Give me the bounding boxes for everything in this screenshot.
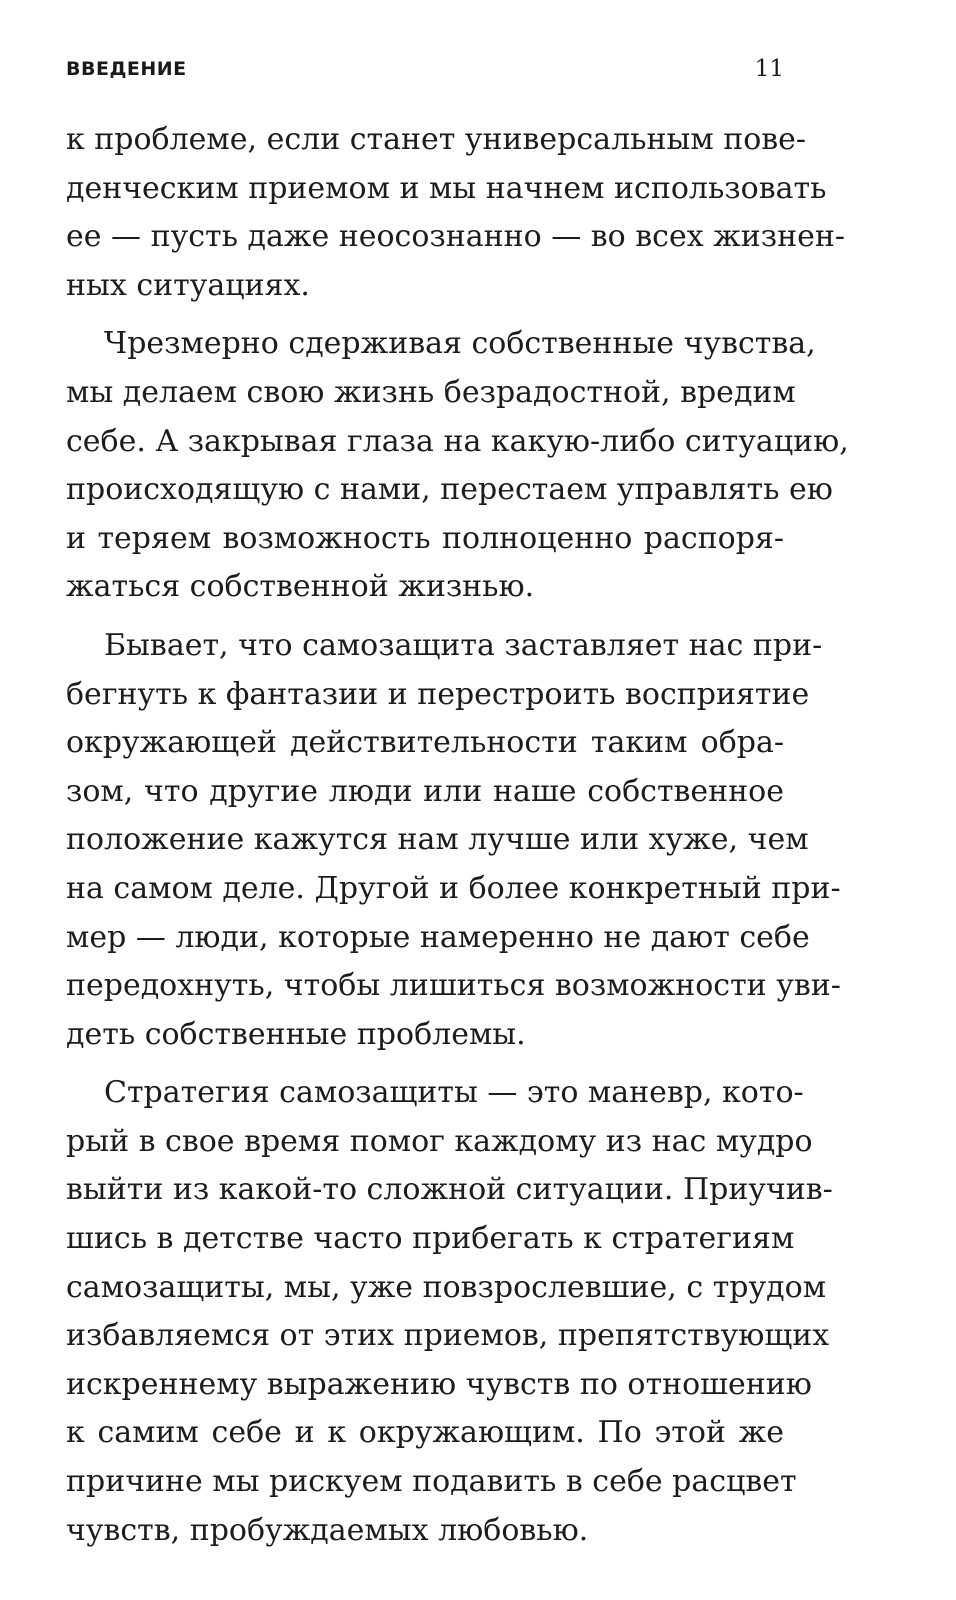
text-line: ных ситуациях. bbox=[66, 267, 310, 303]
text-line: себе. А закрывая глаза на какую-либо ситуацию, bbox=[66, 423, 849, 459]
text-line: Бывает, что самозащита заставляет нас при- bbox=[104, 627, 823, 663]
text-line: причине мы рискуем подавить в себе расцвет bbox=[66, 1464, 797, 1500]
text-line: мер — люди, которые намеренно не дают себе bbox=[66, 919, 810, 955]
text-line: ее — пусть даже неосознанно — во всех жизнен- bbox=[66, 219, 846, 255]
page-number: 11 bbox=[754, 56, 784, 82]
paragraph-4 bbox=[66, 1069, 833, 1555]
text-line: положение кажутся нам лучше или хуже, чем bbox=[66, 822, 809, 858]
text-line: самозащиты, мы, уже повзрослевшие, с трудом bbox=[66, 1269, 827, 1305]
section-title: ВВЕДЕНИЕ bbox=[66, 58, 187, 80]
text-line: зом, что другие люди или наше собственное bbox=[66, 773, 784, 809]
text-line: шись в детстве часто прибегать к стратегиям bbox=[66, 1221, 795, 1257]
text-line: Стратегия самозащиты — это маневр, кото- bbox=[104, 1075, 804, 1111]
text-line: к проблеме, если станет универсальным пове- bbox=[66, 122, 807, 157]
paragraph-3 bbox=[66, 622, 841, 1059]
running-head bbox=[66, 58, 784, 88]
text-line: чувств, пробуждаемых любовью. bbox=[66, 1512, 589, 1548]
text-line: к самим себе и к окружающим. По этой же bbox=[66, 1415, 784, 1451]
text-line: выйти из какой-то сложной ситуации. Приучив- bbox=[66, 1172, 833, 1208]
text-line: искреннему выражению чувств по отношению bbox=[66, 1366, 812, 1402]
text-line: Чрезмерно сдерживая собственные чувства, bbox=[104, 326, 816, 362]
text-line: избавляемся от этих приемов, препятствующих bbox=[66, 1318, 830, 1354]
text-line: мы делаем свою жизнь безрадостной, вредим bbox=[66, 374, 796, 410]
text-line: и теряем возможность полноценно распоря- bbox=[66, 520, 784, 556]
paragraph-1 bbox=[66, 116, 846, 310]
body-text bbox=[66, 116, 849, 1555]
text-line: передохнуть, чтобы лишиться возможности уви- bbox=[66, 968, 841, 1004]
paragraph-2 bbox=[66, 320, 849, 612]
text-line: бегнуть к фантазии и перестроить восприятие bbox=[66, 676, 810, 712]
text-line: деть собственные проблемы. bbox=[66, 1016, 526, 1052]
text-line: на самом деле. Другой и более конкретный при- bbox=[66, 870, 841, 906]
text-line: жаться собственной жизнью. bbox=[66, 569, 535, 605]
text-line: рый в свое время помог каждому из нас мудро bbox=[66, 1123, 813, 1159]
text-line: денческим приемом и мы начнем использовать bbox=[66, 170, 827, 206]
text-line: происходящую с нами, перестаем управлять ею bbox=[66, 472, 833, 508]
text-line: окружающей действительности таким обра- bbox=[66, 725, 784, 761]
